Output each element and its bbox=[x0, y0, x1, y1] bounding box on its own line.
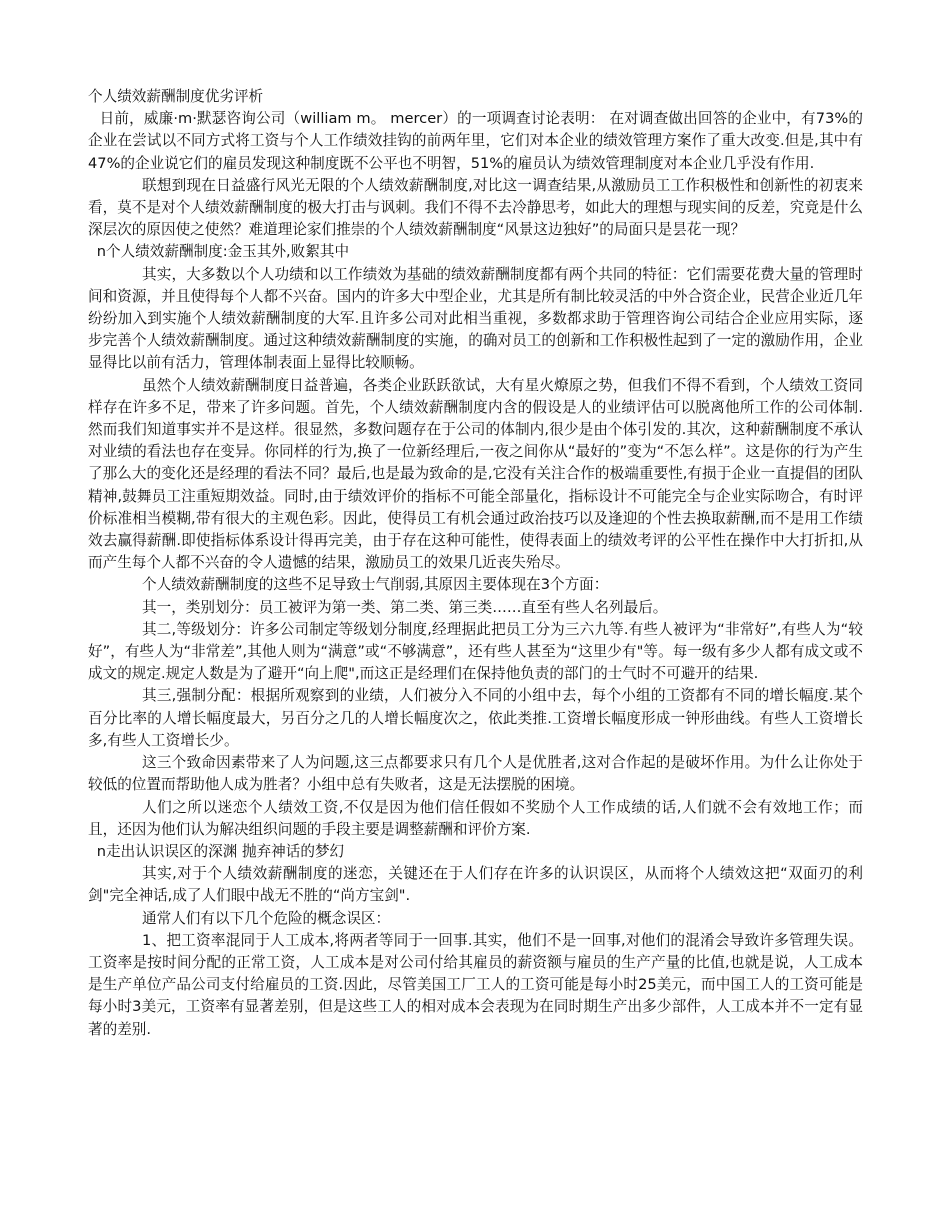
paragraph-aspect-one: 其一，类别划分：员工被评为第一类、第二类、第三类……直至有些人名列最后。 bbox=[142, 598, 668, 616]
document-page bbox=[88, 86, 863, 1041]
paragraph-aspect-three: 其三,强制分配：根据所观察到的业绩，人们被分入不同的小组中去，每个小组的工资都有不同的增长幅度.某个百分比率的人增长幅度最大，另百分之几的人增长幅度次之，依此类推.工资增长幅度形成一钟形曲线。有些人工资增长多,有些人工资增长少。 bbox=[88, 687, 863, 749]
paragraph-fatal-factors: 这三个致命因素带来了人为问题,这三点都要求只有几个人是优胜者,这对合作起的是破坏作用。为什么让你处于较低的位置而帮助他人成为胜者？小组中总有失败者，这是无法摆脱的困境。 bbox=[88, 754, 863, 794]
section-heading-flaws: n个人绩效薪酬制度:金玉其外,败絮其中 bbox=[96, 243, 350, 261]
paragraph-reflection: 联想到现在日益盛行风光无限的个人绩效薪酬制度,对比这一调查结果,从激励员工工作积极性和创新性的初衷来看，莫不是对个人绩效薪酬制度的极大打击与讽刺。我们不得不去冷静思考，如此大的理想与现实间的反差，究竟是什么深层次的原因使之使然？难道理论家们推崇的个人绩效薪酬制度“风景这边独好”的局面只是昙花一现？ bbox=[88, 176, 863, 239]
paragraph-misconception-one: 1、把工资率混同于人工成本,将两者等同于一回事.其实，他们不是一回事,对他们的混淆会导致许多管理失误。工资率是按时间分配的正常工资，人工成本是对公司付给其雇员的薪资额与雇员的生产产量的比值,也就是说，人工成本是生产单位产品公司支付给雇员的工资.因此，尽管美国工厂工人的工资可能是每小时25美元，而中国工人的工资可能是每小时3美元，工资率有显著差别，但是这些工人的相对成本会表现为在同时期生产出多少部件，人工成本并不一定有显著的差别. bbox=[88, 931, 863, 1038]
document-body bbox=[88, 108, 863, 1041]
paragraph-misconceptions-intro: 通常人们有以下几个危险的概念误区： bbox=[142, 909, 391, 927]
paragraph-survey-intro: 日前，威廉·m·默瑟咨询公司（william m。 mercer）的一项调查讨论表明： 在对调查做出回答的企业中，有73%的企业在尝试以不同方式将工资与个人工作绩效挂钩的前两年里，它们对本企业的绩效管理方案作了重大改变.但是,其中有47%的企业说它们的雇员发现这种制度既不公平也不明智，51%的雇员认为绩效管理制度对本企业几乎没有作用. bbox=[88, 110, 863, 172]
section-heading-misconceptions: n走出认识误区的深渊 抛弃神话的梦幻 bbox=[96, 842, 345, 860]
paragraph-common-features: 其实，大多数以个人功绩和以工作绩效为基础的绩效薪酬制度都有两个共同的特征：它们需要花费大量的管理时间和资源，并且使得每个人都不兴奋。国内的许多大中型企业，尤其是所有制比较灵活的中外合资企业，民营企业近几年纷纷加入到实施个人绩效薪酬制度的大军.且许多公司对此相当重视，多数都求助于管理咨询公司结合企业应用实际，逐步完善个人绩效薪酬制度。通过这种绩效薪酬制度的实施，的确对员工的创新和工作积极性起到了一定的激励作用，企业显得比以前有活力，管理体制表面上显得比较顺畅。 bbox=[88, 265, 863, 372]
paragraph-myth: 其实,对于个人绩效薪酬制度的迷恋，关键还在于人们存在许多的认识误区，从而将个人绩效这把“双面刃的利剑"完全神话,成了人们眼中战无不胜的“尚方宝剑". bbox=[88, 865, 863, 905]
paragraph-aspect-two: 其二,等级划分：许多公司制定等级划分制度,经理据此把员工分为三六九等.有些人被评为“非常好”,有些人为“较好”，有些人为“非常差”,其他人则为“满意”或“不够满意”，还有些人甚至为“这里少有"等。每一级有多少人都有成文或不成文的规定.规定人数是为了避开“向上爬",而这正是经理们在保持他负责的部门的士气时不可避开的结果. bbox=[88, 620, 863, 683]
document-title: 个人绩效薪酬制度优劣评析 bbox=[88, 88, 264, 105]
paragraph-three-aspects: 个人绩效薪酬制度的这些不足导致士气削弱,其原因主要体现在3个方面： bbox=[142, 576, 609, 594]
paragraph-infatuation: 人们之所以迷恋个人绩效工资,不仅是因为他们信任假如不奖励个人工作成绩的话,人们就不会有效地工作；而且，还因为他们认为解决组织问题的手段主要是调整薪酬和评价方案. bbox=[88, 798, 863, 838]
paragraph-shortcomings: 虽然个人绩效薪酬制度日益普遍，各类企业跃跃欲试，大有星火燎原之势，但我们不得不看到，个人绩效工资同样存在许多不足，带来了许多问题。首先，个人绩效薪酬制度内含的假设是人的业绩评估可以脱离他所工作的公司体制.然而我们知道事实并不是这样。很显然，多数问题存在于公司的体制内,很少是由个体引发的.其次，这种薪酬制度不承认对业绩的看法也存在变异。你同样的行为,换了一位新经理后,一夜之间你从“最好的”变为“不怎么样”。这是你的行为产生了那么大的变化还是经理的看法不同？最后,也是最为致命的是,它没有关注合作的极端重要性,有损于企业一直提倡的团队精神,鼓舞员工注重短期效益。同时,由于绩效评价的指标不可能全部量化，指标设计不可能完全与企业实际吻合，有时评价标准相当模糊,带有很大的主观色彩。因此，使得员工有机会通过政治技巧以及逢迎的个性去换取薪酬,而不是用工作绩效去赢得薪酬.即使指标体系设计得再完美，由于存在这种可能性，使得表面上的绩效考评的公平性在操作中大打折扣,从而产生每个人都不兴奋的令人遗憾的结果，激励员工的效果几近丧失殆尽。 bbox=[88, 376, 863, 572]
